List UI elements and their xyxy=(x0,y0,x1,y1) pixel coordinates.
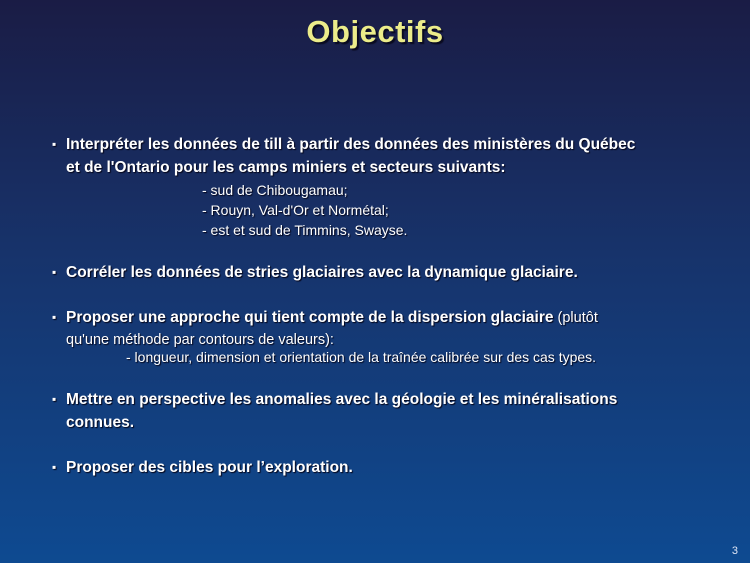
bullet-item-1 xyxy=(52,133,712,179)
bullet-icon: ▪ xyxy=(52,392,57,406)
bullet-icon: ▪ xyxy=(52,310,57,324)
bullet-1-sub-1: - sud de Chibougamau; xyxy=(202,182,348,198)
bullet-icon: ▪ xyxy=(52,460,57,474)
bullet-item-3 xyxy=(52,306,712,350)
slide-title: Objectifs xyxy=(306,14,444,49)
bullet-4-line-1: Mettre en perspective les anomalies avec la géologie et les minéralisations xyxy=(66,391,618,408)
bullet-2-text: Corréler les données de stries glaciaires avec la dynamique glaciaire. xyxy=(66,264,578,281)
bullet-1-sub-3: - est et sud de Timmins, Swayse. xyxy=(202,222,408,238)
page-number: 3 xyxy=(731,545,738,557)
bullet-item-2 xyxy=(52,261,712,284)
bullet-5-text: Proposer des cibles pour l’exploration. xyxy=(66,459,353,476)
bullet-1-sub-2: - Rouyn, Val-d'Or et Normétal; xyxy=(202,202,389,218)
bullet-icon: ▪ xyxy=(52,265,57,279)
bullet-item-5 xyxy=(52,456,712,479)
bullet-3-bold: Proposer une approche qui tient compte de la dispersion glaciaire xyxy=(66,309,554,326)
bullet-4-line-2: connues. xyxy=(66,414,135,431)
bullet-1-line-2: et de l'Ontario pour les camps miniers et secteurs suivants: xyxy=(66,159,506,176)
bullet-3-normal: (plutôt xyxy=(553,310,598,326)
bullet-3-sub: - longueur, dimension et orientation de la traînée calibrée sur des cas types. xyxy=(126,349,597,365)
bullet-3-line-2: qu'une méthode par contours de valeurs): xyxy=(66,332,334,348)
bullet-1-line-1: Interpréter les données de till à partir des données des ministères du Québec xyxy=(66,136,636,153)
bullet-item-4 xyxy=(52,388,712,434)
bullet-icon: ▪ xyxy=(52,137,57,151)
